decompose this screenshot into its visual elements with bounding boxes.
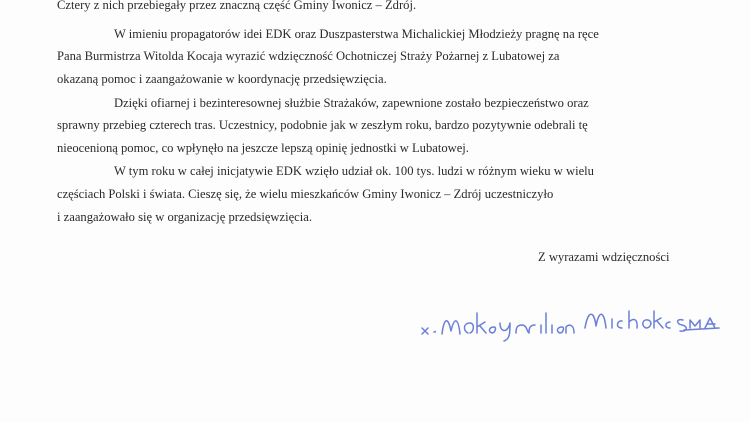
text-line-8: W tym roku w całej inicjatywie EDK wzięło udział ok. 100 tys. ludzi w różnym wieku w wielu (114, 164, 594, 178)
text-line-6: sprawny przebieg czterech tras. Uczestnicy, podobnie jak w zeszłym roku, bardzo pozytywnie odebrali tę (57, 118, 588, 132)
text-line-10: i zaangażowało się w organizację przedsięwzięcia. (57, 210, 313, 224)
text-line-2: W imieniu propagatorów idei EDK oraz Duszpasterstwa Michalickiej Młodzieży pragnę na ręce (114, 27, 599, 41)
text-line-9: częściach Polski i świata. Cieszę się, że wielu mieszkańców Gminy Iwonicz – Zdrój uczestniczyło (57, 187, 554, 201)
text-line-3: Pana Burmistrza Witolda Kocaja wyrazić wdzięczność Ochotniczej Straży Pożarnej z Lubatowej za (57, 49, 560, 63)
text-line-7: nieocenioną pomoc, co wpłynęło na jeszcze lepszą opinię jednostki w Lubatowej. (57, 141, 469, 155)
text-line-4: okazaną pomoc i zaangażowanie w koordynację przedsięwzięcia. (57, 72, 387, 86)
closing-text: Z wyrazami wdzięczności (538, 250, 670, 264)
text-line-5: Dzięki ofiarnej i bezinteresownej służbie Strażaków, zapewnione zostało bezpieczeństwo oraz (114, 96, 589, 110)
handwritten-signature (400, 300, 730, 345)
text-line-1: Cztery z nich przebiegały przez znaczną część Gminy Iwonicz – Zdrój. (57, 0, 417, 12)
